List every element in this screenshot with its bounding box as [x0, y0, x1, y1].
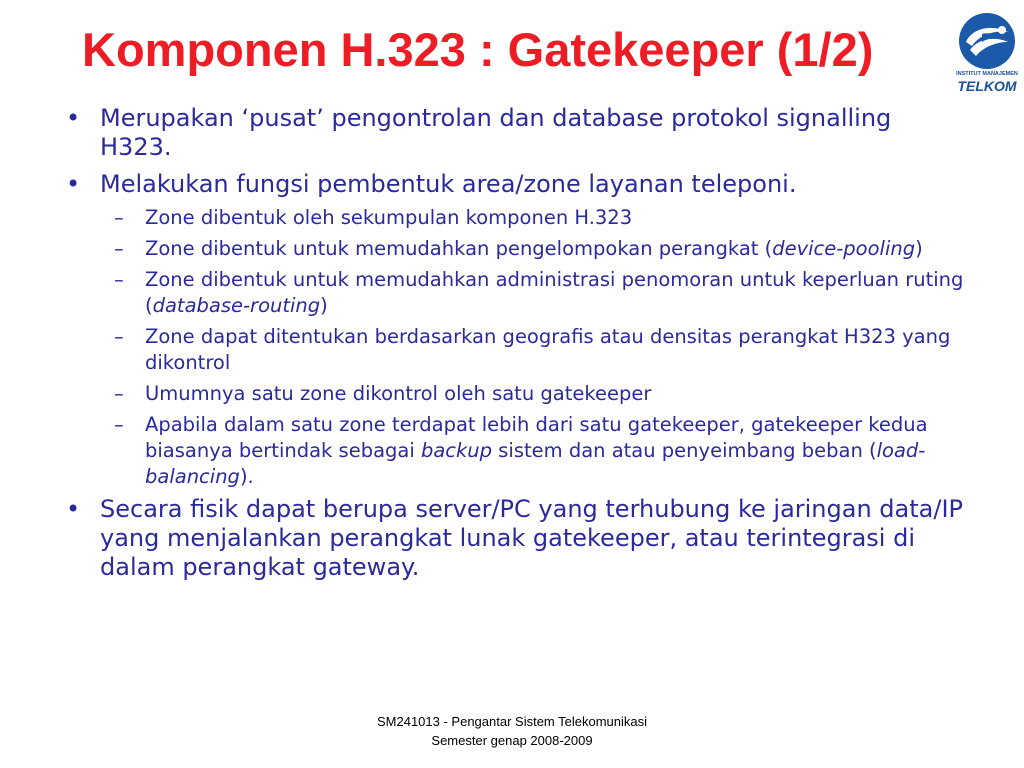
bullet-mark: • — [66, 170, 81, 198]
sub-bullet-list — [60, 205, 970, 490]
dash-mark: – — [114, 268, 124, 291]
bullet-text: Melakukan fungsi pembentuk area/zone layanan teleponi. — [100, 170, 797, 198]
sub-bullet-item — [60, 412, 970, 490]
sub-bullet-text: Zone dibentuk untuk memudahkan pengelompokan perangkat ( — [145, 237, 773, 260]
sub-bullet-item — [60, 267, 970, 319]
telkom-emblem-icon — [958, 12, 1016, 70]
bullet-mark: • — [66, 104, 81, 132]
sub-bullet-item — [60, 236, 970, 262]
bullet-item — [60, 170, 970, 199]
bullet-text: Secara fisik dapat berupa server/PC yang terhubung ke jaringan data/IP yang menjalankan perangkat lunak gatekeeper, atau terintegrasi di dalam perangkat gateway. — [100, 495, 963, 581]
sub-bullet-text: Zone dibentuk untuk memudahkan administrasi penomoran untuk keperluan ruting ( — [145, 268, 964, 317]
sub-bullet-text: Zone dapat ditentukan berdasarkan geografis atau densitas perangkat H323 yang dikontrol — [145, 325, 951, 374]
sub-bullet-text-end: ). — [239, 465, 254, 488]
dash-mark: – — [114, 413, 124, 436]
sub-bullet-emphasis: backup — [420, 439, 493, 462]
sub-bullet-emphasis-2: load-balancing — [145, 439, 926, 488]
logo-institute-text: INSTITUT MANAJEMEN — [956, 71, 1018, 77]
sub-bullet-text-end: ) — [320, 294, 328, 317]
sub-bullet-item — [60, 205, 970, 231]
sub-bullet-text: Apabila dalam satu zone terdapat lebih dari satu gatekeeper, gatekeeper kedua biasanya bertindak sebagai — [145, 413, 928, 462]
sub-bullet-text-mid: sistem dan atau penyeimbang beban ( — [492, 439, 877, 462]
sub-bullet-text: Umumnya satu zone dikontrol oleh satu gatekeeper — [145, 382, 652, 405]
dash-mark: – — [114, 382, 124, 405]
slide-body — [60, 104, 970, 590]
slide-title: Komponen H.323 : Gatekeeper (1/2) — [82, 23, 874, 76]
institution-logo — [952, 12, 1022, 96]
bullet-text: Merupakan ‘pusat’ pengontrolan dan database protokol signalling H323. — [100, 104, 892, 161]
dash-mark: – — [114, 206, 124, 229]
footer-course: SM241013 - Pengantar Sistem Telekomunikasi — [376, 714, 648, 729]
sub-bullet-item — [60, 381, 970, 407]
sub-bullet-item — [60, 324, 970, 376]
footer-semester: Semester genap 2008-2009 — [431, 733, 593, 748]
bullet-item — [60, 495, 970, 582]
dash-mark: – — [114, 237, 124, 260]
sub-bullet-text: Zone dibentuk oleh sekumpulan komponen H.323 — [145, 206, 633, 229]
dash-mark: – — [114, 325, 124, 348]
logo-telkom-text: TELKOM — [957, 78, 1017, 94]
sub-bullet-emphasis: device-pooling — [772, 237, 916, 260]
bullet-item — [60, 104, 970, 162]
sub-bullet-text-end: ) — [915, 237, 923, 260]
bullet-mark: • — [66, 495, 81, 523]
sub-bullet-emphasis: database-routing — [152, 294, 321, 317]
slide-footer — [312, 712, 712, 750]
